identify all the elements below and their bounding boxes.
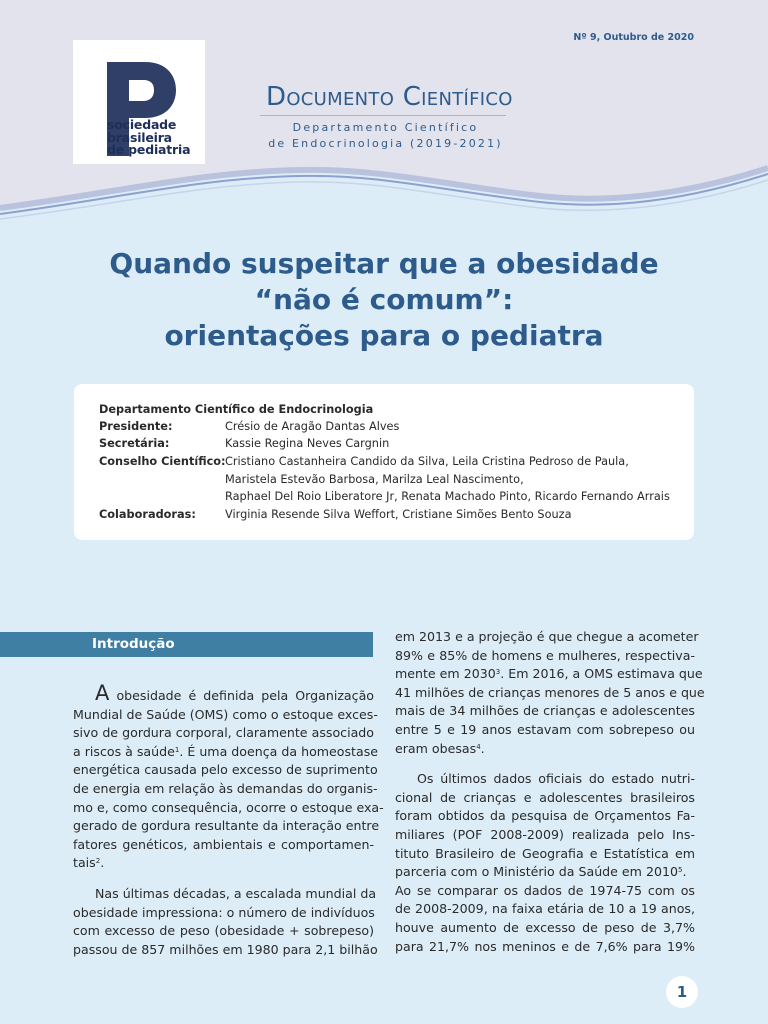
article-title — [0, 246, 768, 354]
sbp-logo — [73, 40, 205, 164]
citation-ref: 1 — [174, 745, 180, 754]
drop-cap: A — [95, 681, 110, 705]
section-heading: Introdução — [92, 636, 175, 652]
credit-label: Presidente: — [99, 420, 173, 433]
credit-value: Cristiano Castanheira Candido da Silva, Leila Cristina Pedroso de Paula, — [225, 455, 629, 468]
paragraph: em 2013 e a projeção é que chegue a acometer 89% e 85% de homens e mulheres, respectiva- mente em 2030$^3$. Em 2016, a OMS estimava que 41 milhões de crianças menores de 5 anos e que mais de 34 milhões de crianças e adolescentes entre 5 e 19 anos estavam com sobrepeso ou eram obesas$^4$. — [395, 629, 705, 756]
article-title-line-3: orientações para o pediatra — [164, 319, 604, 352]
credit-label: Colaboradoras: — [99, 508, 196, 521]
paragraph: A obesidade é definida pela Organização Mundial de Saúde (OMS) como o estoque exces- sivo de gordura corporal, claramente associado a riscos à saúde$^1$. É uma doença da homeostase energética causada pelo excesso de suprimento de energia em relação às demandas do organis- mo e, como consequência, ocorre o estoque exa- gerado de gordura resultante da interação entre fatores genéticos, ambientais e comportamen- tais$^2$. — [73, 681, 384, 871]
department-line-1: Departamento Científico — [292, 121, 479, 134]
issue-number: Nº 9, Outubro de 2020 — [573, 32, 694, 43]
credits-box — [74, 384, 694, 540]
credit-value: Maristela Estevão Barbosa, Marilza Leal Nascimento, — [225, 473, 524, 486]
credits-heading: Departamento Científico de Endocrinologia — [99, 403, 374, 416]
credit-value: Crésio de Aragão Dantas Alves — [225, 420, 400, 433]
credit-value: Kassie Regina Neves Cargnin — [225, 437, 390, 450]
page-number: 1 — [666, 976, 698, 1008]
article-title-line-2: “não é comum”: — [254, 283, 514, 316]
title-divider — [260, 115, 506, 116]
paragraph: Nas últimas décadas, a escalada mundial da obesidade impressiona: o número de indivíduos com excesso de peso (obesidade + sobrepeso) passou de 857 milhões em 1980 para 2,1 bilhão — [73, 885, 378, 957]
citation-ref: 3 — [495, 668, 501, 677]
section-heading-bar — [0, 632, 373, 657]
citation-ref: 4 — [476, 742, 481, 751]
article-title-line-1: Quando suspeitar que a obesidade — [109, 247, 659, 280]
paragraph: Os últimos dados oficiais do estado nutri- cional de crianças e adolescentes brasileiros foram obtidos da pesquisa de Orçamentos Fa- miliares (POF 2008-2009) realizada pelo Ins- tituto Brasileiro de Geografia e Estatística em parceria com o Ministério da Saúde em 2010$^5$. Ao se comparar os dados de 1974-75 com os de 2008-2009, na faixa etária de 10 a 19 anos, houve aumento de excesso de peso de 3,7% para 21,7% nos meninos e de 7,6% para 19% — [395, 771, 695, 954]
document-type-title: Documento Científico — [266, 82, 513, 112]
department-subtitle — [258, 120, 513, 152]
logo-line-2: brasileira — [107, 129, 172, 145]
credit-label: Conselho Científico: — [99, 455, 226, 468]
citation-ref: 2 — [95, 857, 101, 866]
right-column — [395, 628, 705, 956]
credit-label: Secretária: — [99, 437, 170, 450]
citation-ref: 5 — [678, 866, 683, 875]
logo-line-3: de pediatria — [107, 142, 191, 157]
department-line-2: de Endocrinologia (2019-2021) — [268, 137, 503, 150]
logo-line-1: sociedade — [107, 117, 177, 132]
left-column — [73, 681, 384, 959]
credit-value: Virginia Resende Silva Weffort, Cristiane Simões Bento Souza — [225, 508, 572, 521]
credit-value: Raphael Del Roio Liberatore Jr, Renata Machado Pinto, Ricardo Fernando Arrais — [225, 490, 670, 503]
